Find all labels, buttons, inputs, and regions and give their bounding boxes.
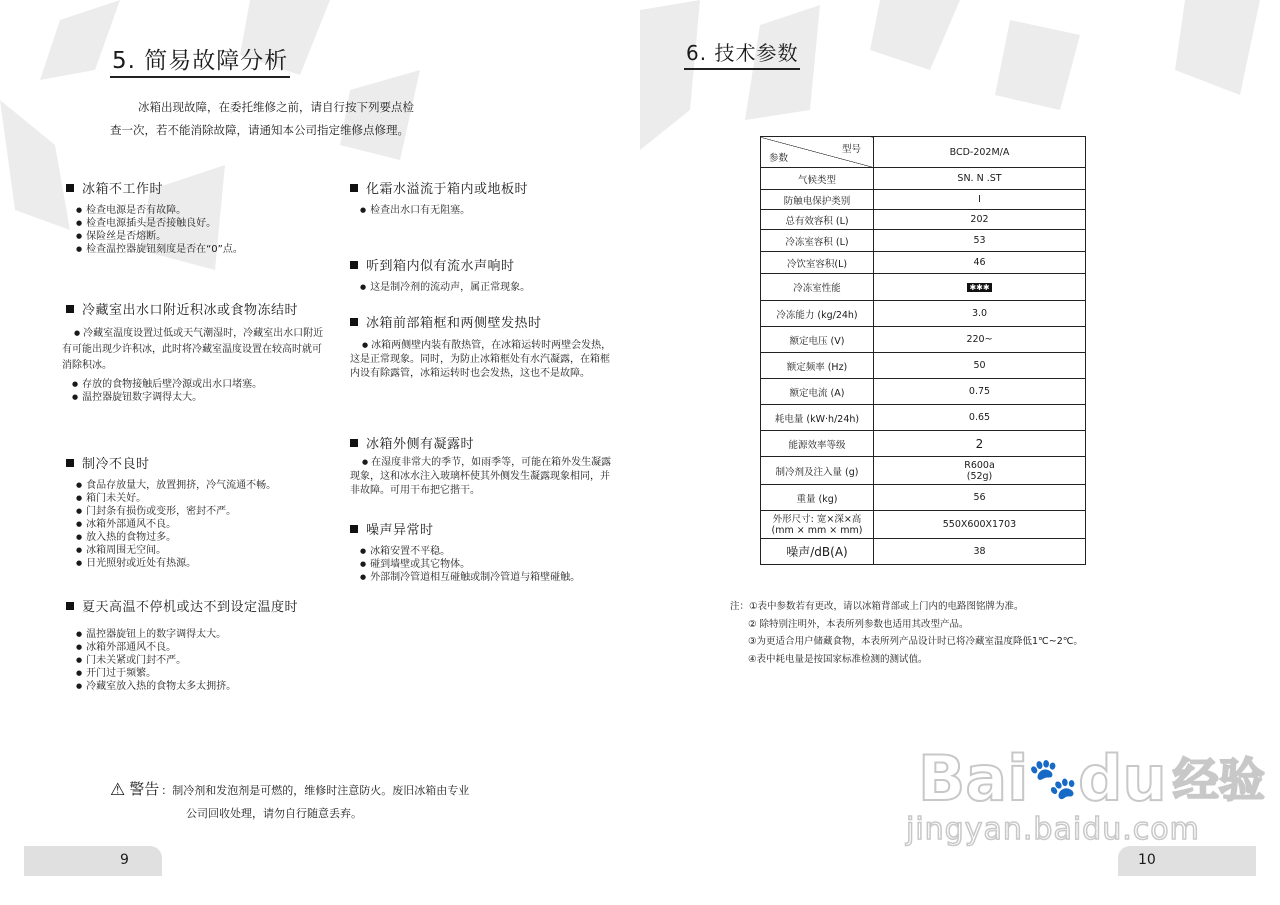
spec-value: 220~ xyxy=(874,327,1086,353)
note-item: ①表中参数若有更改，请以冰箱背部或上门内的电路图铭牌为准。 xyxy=(749,601,1024,612)
fault-heading: 夏天高温不停机或达不到设定温度时 xyxy=(66,601,346,614)
spec-label: 冷冻室性能 xyxy=(761,274,874,301)
fault-block-summer-nonstop xyxy=(66,601,346,693)
spec-label: 冷冻能力 (kg/24h) xyxy=(761,301,874,327)
list-item: ● 日光照射或近处有热源。 xyxy=(76,557,326,570)
square-bullet-icon xyxy=(66,184,74,192)
right-section-title: 6. 技术参数 xyxy=(684,38,800,70)
spec-label: 外形尺寸: 宽×深×高 (mm × mm × mm) xyxy=(761,511,874,539)
list-item: ● 温控器旋钮数字调得太大。 xyxy=(72,391,330,404)
table-row xyxy=(761,301,1086,327)
paw-icon: 🐾 xyxy=(1028,756,1079,802)
spec-value xyxy=(874,274,1086,301)
list-item: ● 这是制冷剂的流动声，属正常现象。 xyxy=(360,281,620,294)
spec-value: 56 xyxy=(874,485,1086,511)
list-item: ● 检查温控器旋钮刻度是否在“0”点。 xyxy=(76,243,326,256)
fault-heading: 制冷不良时 xyxy=(66,458,326,471)
spec-label: 冷饮室容积(L) xyxy=(761,252,874,274)
fault-heading: 冰箱不工作时 xyxy=(66,183,326,196)
intro-line-2: 查一次，若不能消除故障，请通知本公司指定维修点修理。 xyxy=(110,123,409,137)
warning-line-1: ：制冷剂和发泡剂是可燃的，维修时注意防火。废旧冰箱由专业 xyxy=(161,784,470,797)
table-row xyxy=(761,539,1086,565)
list-item: ● 放入热的食物过多。 xyxy=(76,531,326,544)
list-item: ● 食品存放量大，放置拥挤，冷气流通不畅。 xyxy=(76,479,326,492)
square-bullet-icon xyxy=(350,261,358,269)
spec-value: 0.75 xyxy=(874,379,1086,405)
spec-label: 额定电压 (V) xyxy=(761,327,874,353)
fault-block-frame-heating xyxy=(350,317,615,381)
spec-value: 38 xyxy=(874,539,1086,565)
fault-heading: 听到箱内似有流水声响时 xyxy=(350,260,620,273)
table-row xyxy=(761,327,1086,353)
fault-block-poor-cooling xyxy=(66,458,326,570)
square-bullet-icon xyxy=(66,459,74,467)
header-model-label: 型号 xyxy=(841,144,861,155)
table-row xyxy=(761,137,1086,168)
table-row xyxy=(761,230,1086,252)
spec-value: 550X600X1703 xyxy=(874,511,1086,539)
spec-label: 额定电流 (A) xyxy=(761,379,874,405)
notes-label: 注： xyxy=(730,601,750,612)
table-row xyxy=(761,210,1086,230)
warning-line-2: 公司回收处理，请勿自行随意丢弃。 xyxy=(186,807,362,820)
list-item: ● 检查电源是否有故障。 xyxy=(76,204,326,217)
left-section-title: 5. 简易故障分析 xyxy=(110,46,290,78)
spec-value: R600a (52g) xyxy=(874,457,1086,485)
table-row xyxy=(761,379,1086,405)
spec-label: 耗电量 (kW·h/24h) xyxy=(761,405,874,431)
list-item: ● 门未关紧或门封不严。 xyxy=(76,654,346,667)
warning-notice xyxy=(110,778,469,825)
spec-value: 46 xyxy=(874,252,1086,274)
spec-label: 总有效容积 (L) xyxy=(761,210,874,230)
table-row xyxy=(761,431,1086,457)
fault-block-outlet-ice xyxy=(62,304,330,404)
list-item: ● 开门过于频繁。 xyxy=(76,667,346,680)
model-cell: BCD-202M/A xyxy=(874,137,1086,168)
square-bullet-icon xyxy=(66,305,74,313)
list-item: ● 箱门未关好。 xyxy=(76,492,326,505)
fault-heading: 冷藏室出水口附近积冰或食物冻结时 xyxy=(66,304,330,317)
spec-table xyxy=(760,136,1086,565)
spec-value: 0.65 xyxy=(874,405,1086,431)
fault-paragraph: ● 冷藏室温度设置过低或天气潮湿时，冷藏室出水口附近有可能出现少许积冰，此时将冷藏室温度设置在较高时就可消除积冰。 xyxy=(62,325,330,374)
intro-paragraph xyxy=(110,96,440,142)
note-item: ② 除特别注明外，本表所列参数也适用其改型产品。 xyxy=(748,618,969,630)
list-item: ● 门封条有损伤或变形，密封不严。 xyxy=(76,505,326,518)
spec-label: 冷冻室容积 (L) xyxy=(761,230,874,252)
note-item: ④表中耗电量是按国家标准检测的测试值。 xyxy=(748,653,928,665)
watermark-logo: Bai🐾du 经验 xyxy=(918,742,1265,815)
fault-heading: 化霜水溢流于箱内或地板时 xyxy=(350,183,620,196)
freezer-star-rating-icon: ✱✱✱ xyxy=(969,282,990,292)
right-page-number: 10 xyxy=(1138,852,1156,868)
square-bullet-icon xyxy=(350,525,358,533)
spec-label: 制冷剂及注入量 (g) xyxy=(761,457,874,485)
spec-value: 202 xyxy=(874,210,1086,230)
square-bullet-icon xyxy=(350,439,358,447)
table-row xyxy=(761,252,1086,274)
spec-label: 额定频率 (Hz) xyxy=(761,353,874,379)
list-item: ● 冰箱周围无空间。 xyxy=(76,544,326,557)
table-row xyxy=(761,353,1086,379)
spec-label: 气候类型 xyxy=(761,168,874,190)
list-item: ● 温控器旋钮上的数字调得太大。 xyxy=(76,628,346,641)
spec-label: 能源效率等级 xyxy=(761,431,874,457)
table-row xyxy=(761,485,1086,511)
list-item: ● 碰到墙壁或其它物体。 xyxy=(360,558,630,571)
spec-value: 50 xyxy=(874,353,1086,379)
fault-block-outside-condensation xyxy=(350,438,618,498)
list-item: ● 冰箱外部通风不良。 xyxy=(76,641,346,654)
list-item: ● 外部制冷管道相互碰触或制冷管道与箱壁碰触。 xyxy=(360,571,630,584)
list-item: ● 检查出水口有无阻塞。 xyxy=(360,204,620,217)
fault-heading: 冰箱前部箱框和两侧壁发热时 xyxy=(350,317,615,330)
spec-label: 重量 (kg) xyxy=(761,485,874,511)
table-row xyxy=(761,168,1086,190)
spec-value: 53 xyxy=(874,230,1086,252)
fault-paragraph: ● 在湿度非常大的季节，如雨季等，可能在箱外发生凝露现象，这和冰水注入玻璃杯使其外侧发生凝露现象相同，并非故障。可用干布把它揩干。 xyxy=(350,455,618,498)
fault-block-abnormal-noise xyxy=(350,524,630,584)
left-footer-bar xyxy=(24,846,162,876)
note-item: ③为更适合用户储藏食物，本表所列产品设计时已将冷藏室温度降低1℃~2℃。 xyxy=(748,636,1083,647)
list-item: ● 冰箱外部通风不良。 xyxy=(76,518,326,531)
fault-heading: 冰箱外侧有凝露时 xyxy=(350,438,618,451)
spec-label: 噪声/dB(A) xyxy=(761,539,874,565)
header-param-label: 参数 xyxy=(769,153,789,164)
table-row xyxy=(761,511,1086,539)
square-bullet-icon xyxy=(350,184,358,192)
watermark-url: jingyan.baidu.com xyxy=(906,812,1200,847)
fault-block-not-working xyxy=(66,183,326,256)
spec-value: 3.0 xyxy=(874,301,1086,327)
notes-section xyxy=(730,598,1083,668)
fault-block-defrost-overflow xyxy=(350,183,620,217)
square-bullet-icon xyxy=(66,602,74,610)
table-row xyxy=(761,405,1086,431)
spec-label: 防触电保护类别 xyxy=(761,190,874,210)
left-page-number: 9 xyxy=(120,852,129,868)
spec-value: I xyxy=(874,190,1086,210)
table-row xyxy=(761,190,1086,210)
list-item: ● 保险丝是否熔断。 xyxy=(76,230,326,243)
fault-heading: 噪声异常时 xyxy=(350,524,630,537)
table-row xyxy=(761,457,1086,485)
warning-triangle-icon: ⚠ xyxy=(110,780,126,800)
table-row xyxy=(761,274,1086,301)
intro-line-1: 冰箱出现故障，在委托维修之前，请自行按下列要点检 xyxy=(138,100,414,114)
list-item: ● 冷藏室放入热的食物太多太拥挤。 xyxy=(76,680,346,693)
spec-value: SN. N .ST xyxy=(874,168,1086,190)
list-item: ● 存放的食物接触后壁冷源或出水口堵塞。 xyxy=(72,378,330,391)
warning-label: 警告 xyxy=(129,780,160,798)
square-bullet-icon xyxy=(350,318,358,326)
spec-value: 2 xyxy=(874,431,1086,457)
list-item: ● 检查电源插头是否接触良好。 xyxy=(76,217,326,230)
list-item: ● 冰箱安置不平稳。 xyxy=(360,545,630,558)
header-diagonal-cell xyxy=(761,137,874,168)
fault-block-flowing-sound xyxy=(350,260,620,294)
fault-paragraph: ● 冰箱两侧壁内装有散热管，在冰箱运转时两壁会发热，这是正常现象。同时，为防止冰箱框处有水汽凝露，在箱框内设有除露管，冰箱运转时也会发热，这也不是故障。 xyxy=(350,338,615,381)
